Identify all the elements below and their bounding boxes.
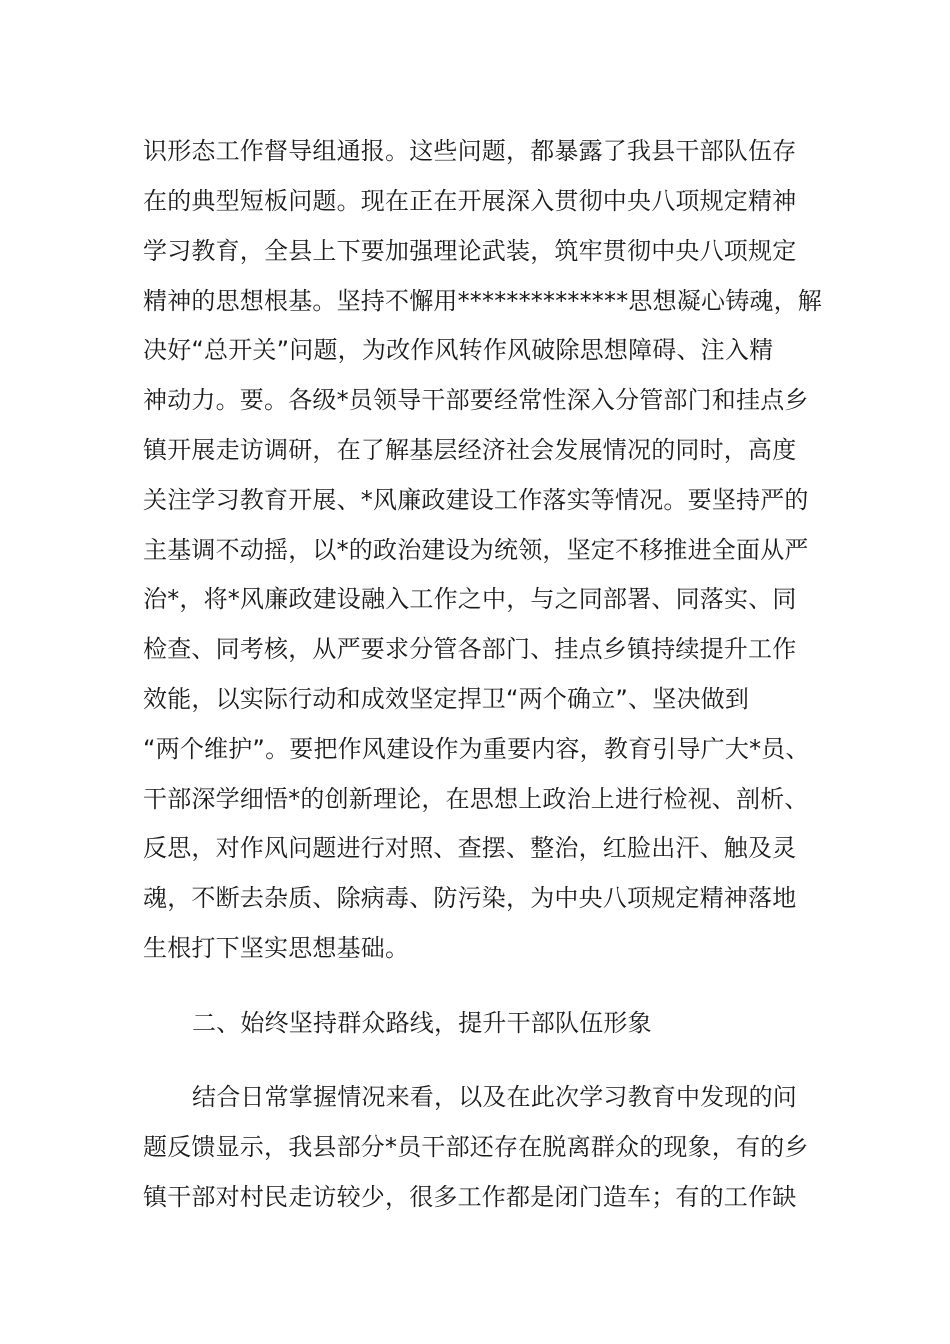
section-heading: 二、始终坚持群众路线，提升干部队伍形象 <box>192 1009 652 1037</box>
text-line: 结合日常掌握情况来看，以及在此次学习教育中发现的问 <box>192 1083 797 1111</box>
text-line: 检查、同考核，从严要求分管各部门、挂点乡镇持续提升工作 <box>143 635 797 663</box>
text-line: 精神的思想根基。坚持不懈用**************思想凝心铸魂，解 <box>143 287 822 315</box>
text-line: 学习教育，全县上下要加强理论武装，筑牢贯彻中央八项规定 <box>143 237 797 265</box>
text-line: 生根打下坚实思想基础。 <box>143 934 410 962</box>
text-line: 决好“总开关”问题，为改作风转作风破除思想障碍、注入精 <box>143 336 774 364</box>
text-line: 识形态工作督导组通报。这些问题，都暴露了我县干部队伍存 <box>143 137 797 165</box>
text-line: 主基调不动摇，以*的政治建设为统领，坚定不移推进全面从严 <box>143 536 809 564</box>
text-line: “两个维护”。要把作风建设作为重要内容，教育引导广大*员、 <box>143 735 810 763</box>
text-line: 治*，将*风廉政建设融入工作之中，与之同部署、同落实、同 <box>143 585 797 613</box>
text-line: 效能，以实际行动和成效坚定捍卫“两个确立”、坚决做到 <box>143 685 750 713</box>
text-line: 在的典型短板问题。现在正在开展深入贯彻中央八项规定精神 <box>143 187 797 215</box>
text-line: 镇开展走访调研，在了解基层经济社会发展情况的同时，高度 <box>143 436 797 464</box>
text-line: 镇干部对村民走访较少，很多工作都是闭门造车；有的工作缺 <box>143 1183 797 1211</box>
text-line: 神动力。要。各级*员领导干部要经常性深入分管部门和挂点乡 <box>143 386 809 414</box>
text-line: 干部深学细悟*的创新理论，在思想上政治上进行检视、剖析、 <box>143 785 809 813</box>
text-line: 关注学习教育开展、*风廉政建设工作落实等情况。要坚持严的 <box>143 486 809 514</box>
text-line: 魂，不断去杂质、除病毒、防污染，为中央八项规定精神落地 <box>143 884 797 912</box>
text-line: 反思，对作风问题进行对照、查摆、整治，红脸出汗、触及灵 <box>143 834 797 862</box>
text-line: 题反馈显示，我县部分*员干部还存在脱离群众的现象，有的乡 <box>143 1133 809 1161</box>
